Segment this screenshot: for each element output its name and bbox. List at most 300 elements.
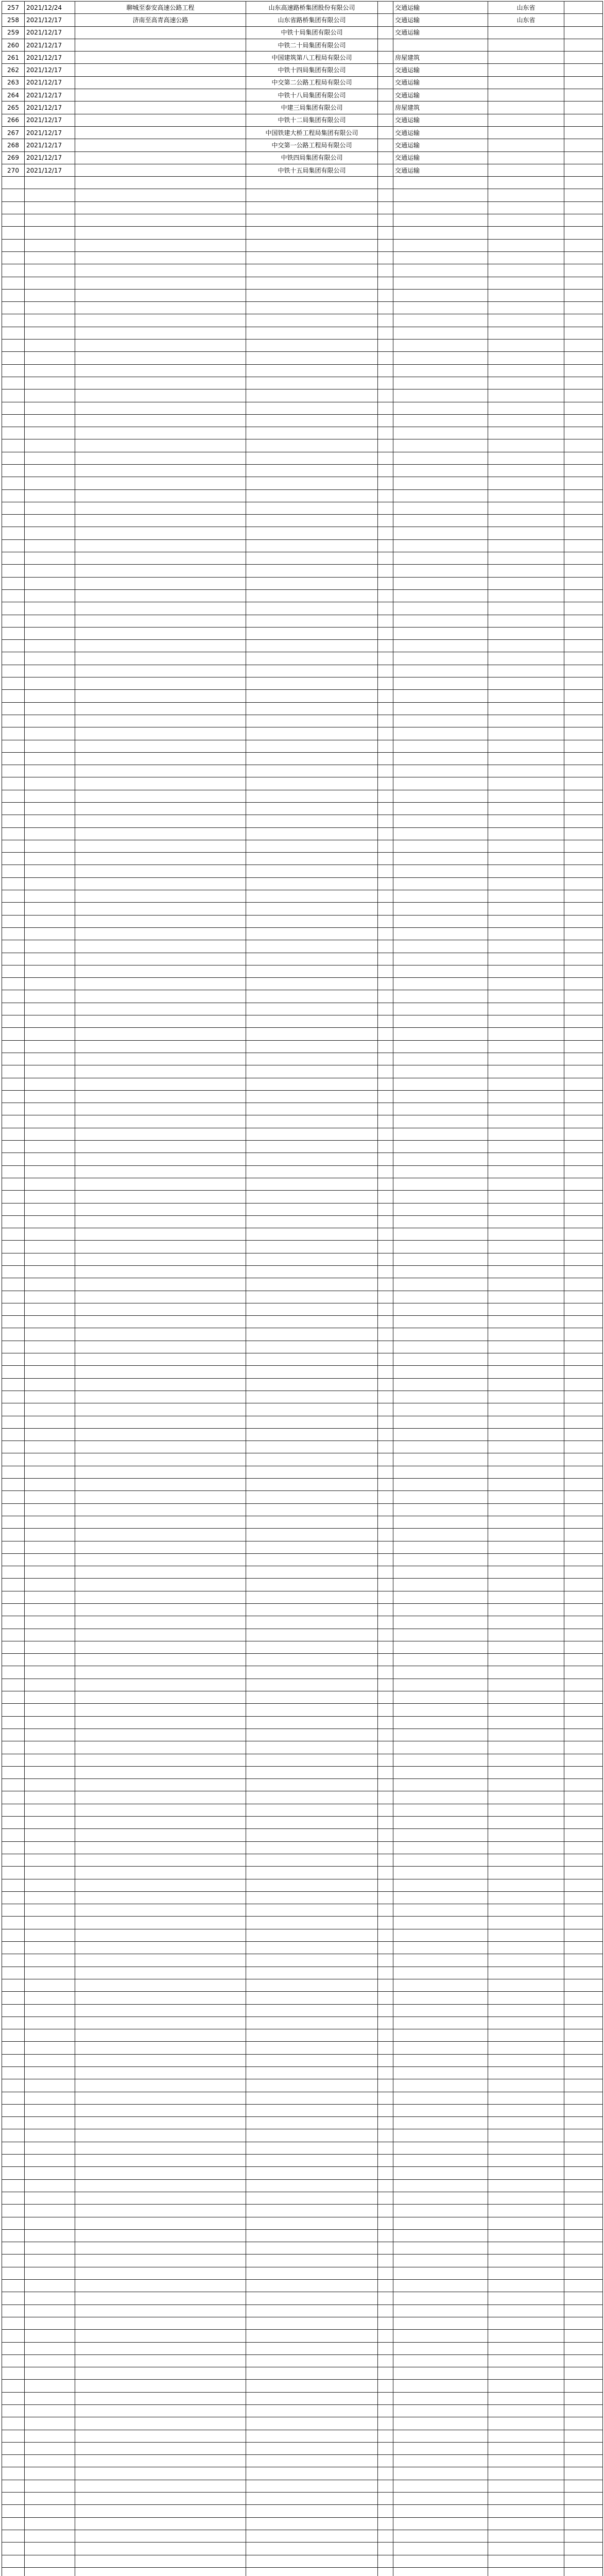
table-cell	[488, 2543, 564, 2555]
table-cell	[378, 151, 393, 164]
table-cell: 山东高速路桥集团股份有限公司	[246, 2, 378, 14]
table-cell	[393, 1428, 488, 1440]
table-cell	[564, 2567, 603, 2576]
table-row	[2, 1191, 603, 1203]
table-cell	[75, 452, 246, 464]
table-row	[2, 827, 603, 840]
table-cell	[393, 1616, 488, 1629]
table-cell	[393, 2192, 488, 2204]
table-cell	[25, 1328, 75, 1341]
table-cell	[75, 2405, 246, 2417]
table-cell	[564, 2167, 603, 2179]
table-cell	[246, 1553, 378, 1566]
table-cell	[75, 1879, 246, 1891]
table-cell	[393, 2016, 488, 2029]
table-cell	[25, 2530, 75, 2542]
table-cell	[378, 64, 393, 76]
table-cell	[25, 715, 75, 727]
table-cell	[564, 2066, 603, 2079]
table-cell	[246, 302, 378, 314]
table-cell	[378, 877, 393, 890]
table-cell	[25, 1090, 75, 1103]
table-cell	[393, 1278, 488, 1291]
table-cell	[393, 627, 488, 639]
table-cell	[488, 1178, 564, 1190]
table-cell	[75, 677, 246, 690]
table-cell	[393, 765, 488, 777]
table-cell	[564, 865, 603, 877]
table-cell	[564, 602, 603, 615]
table-cell: 中铁十八局集团有限公司	[246, 89, 378, 101]
table-cell	[488, 2505, 564, 2517]
table-cell	[246, 364, 378, 377]
table-cell	[393, 2493, 488, 2505]
table-cell	[378, 1904, 393, 1917]
table-cell	[488, 277, 564, 289]
table-row	[2, 2267, 603, 2279]
table-row	[2, 2242, 603, 2255]
table-cell	[488, 151, 564, 164]
table-cell	[564, 1566, 603, 1579]
table-row	[2, 1479, 603, 1491]
table-cell	[25, 1891, 75, 1904]
table-cell	[2, 177, 25, 189]
table-cell	[246, 452, 378, 464]
table-cell	[2, 840, 25, 852]
table-cell	[246, 1917, 378, 1929]
table-cell	[393, 1178, 488, 1190]
table-cell	[2, 2229, 25, 2242]
table-cell	[488, 627, 564, 639]
table-cell	[75, 1641, 246, 1653]
table-cell	[2, 2280, 25, 2292]
table-cell	[393, 853, 488, 865]
table-cell	[2, 1604, 25, 1616]
table-cell	[488, 790, 564, 802]
table-cell	[393, 1629, 488, 1641]
table-cell	[488, 1153, 564, 1165]
table-cell	[75, 915, 246, 927]
table-cell	[75, 1666, 246, 1679]
table-cell	[2, 1854, 25, 1866]
table-cell	[75, 2480, 246, 2492]
table-cell	[488, 2242, 564, 2255]
table-cell	[246, 1904, 378, 1917]
table-row	[2, 76, 603, 89]
table-cell	[75, 1303, 246, 1315]
table-cell	[2, 2242, 25, 2255]
table-cell	[488, 289, 564, 301]
table-cell: 2021/12/17	[25, 114, 75, 126]
table-cell	[246, 2543, 378, 2555]
table-cell	[246, 2292, 378, 2304]
table-cell	[75, 2155, 246, 2167]
table-cell	[75, 114, 246, 126]
table-cell	[378, 2354, 393, 2367]
table-cell: 2021/12/17	[25, 14, 75, 26]
table-cell	[25, 853, 75, 865]
table-cell	[2, 2392, 25, 2404]
table-cell	[246, 2004, 378, 2016]
table-cell	[564, 1353, 603, 1366]
table-row	[2, 2543, 603, 2555]
table-cell	[25, 1115, 75, 1128]
table-cell	[75, 2217, 246, 2229]
table-cell	[25, 877, 75, 890]
table-row	[2, 640, 603, 652]
table-cell	[488, 927, 564, 940]
table-cell	[2, 727, 25, 740]
table-cell	[25, 2493, 75, 2505]
table-cell	[75, 1704, 246, 1716]
table-cell	[246, 2467, 378, 2480]
table-cell	[488, 2467, 564, 2480]
table-cell	[246, 464, 378, 477]
table-cell	[246, 1728, 378, 1741]
table-row	[2, 1040, 603, 1053]
table-cell	[25, 1791, 75, 1804]
table-cell	[378, 1967, 393, 1979]
table-cell	[2, 477, 25, 489]
table-cell	[246, 877, 378, 890]
table-cell	[75, 1904, 246, 1917]
table-cell	[25, 777, 75, 790]
table-cell	[564, 164, 603, 176]
table-cell	[378, 2229, 393, 2242]
table-cell	[75, 1929, 246, 1941]
table-cell	[246, 2066, 378, 2079]
table-cell	[246, 189, 378, 201]
table-cell	[246, 2505, 378, 2517]
table-cell	[246, 615, 378, 627]
table-cell	[25, 452, 75, 464]
table-cell	[75, 1165, 246, 1178]
table-cell	[488, 2142, 564, 2154]
table-cell: 山东省路桥集团有限公司	[246, 14, 378, 26]
table-cell: 交通运输	[393, 14, 488, 26]
table-cell	[378, 2079, 393, 2092]
table-cell	[2, 464, 25, 477]
table-cell	[75, 1728, 246, 1741]
table-cell	[75, 2042, 246, 2054]
table-cell	[25, 2255, 75, 2267]
table-cell	[393, 201, 488, 214]
table-row	[2, 1728, 603, 1741]
table-cell	[393, 2129, 488, 2142]
table-cell	[378, 2330, 393, 2342]
table-cell	[25, 790, 75, 802]
table-cell	[75, 1028, 246, 1040]
table-cell	[393, 1817, 488, 1829]
table-cell	[488, 2442, 564, 2454]
table-row	[2, 2517, 603, 2530]
table-row	[2, 414, 603, 427]
table-cell	[564, 2417, 603, 2430]
table-cell	[488, 2405, 564, 2417]
table-row	[2, 940, 603, 953]
table-cell	[246, 1316, 378, 1328]
table-row	[2, 1766, 603, 1778]
table-cell	[393, 1040, 488, 1053]
table-cell	[378, 2392, 393, 2404]
table-cell	[75, 2555, 246, 2567]
table-cell	[246, 1028, 378, 1040]
table-cell: 房屋建筑	[393, 52, 488, 64]
table-cell	[75, 1491, 246, 1503]
table-cell	[378, 1829, 393, 1841]
table-cell	[378, 1553, 393, 1566]
table-cell	[246, 815, 378, 827]
table-cell	[488, 2417, 564, 2430]
table-cell	[246, 1466, 378, 1478]
table-cell	[488, 1303, 564, 1315]
table-cell	[378, 2430, 393, 2442]
table-cell	[488, 1028, 564, 1040]
table-cell	[246, 940, 378, 953]
table-cell	[75, 1065, 246, 1078]
table-cell	[564, 377, 603, 389]
table-cell	[25, 1378, 75, 1391]
table-row	[2, 227, 603, 239]
table-cell	[75, 2267, 246, 2279]
table-cell	[393, 327, 488, 339]
table-cell	[75, 652, 246, 665]
table-cell	[564, 14, 603, 26]
table-row	[2, 953, 603, 965]
table-cell	[564, 777, 603, 790]
table-cell	[75, 2392, 246, 2404]
table-cell	[378, 1867, 393, 1879]
table-row	[2, 389, 603, 402]
table-cell	[75, 2330, 246, 2342]
table-row	[2, 615, 603, 627]
table-cell	[75, 740, 246, 752]
table-cell	[488, 2104, 564, 2116]
table-cell	[378, 1804, 393, 1816]
table-cell	[25, 1341, 75, 1353]
table-cell	[378, 227, 393, 239]
table-cell	[2, 2354, 25, 2367]
table-cell	[378, 827, 393, 840]
table-cell	[488, 1441, 564, 1453]
table-cell	[393, 1942, 488, 1954]
table-cell	[25, 2455, 75, 2467]
table-cell	[246, 1141, 378, 1153]
table-cell	[378, 589, 393, 602]
table-cell	[75, 101, 246, 114]
table-cell	[2, 552, 25, 565]
table-cell	[75, 1942, 246, 1954]
table-cell	[564, 1641, 603, 1653]
table-cell	[564, 2242, 603, 2255]
table-cell	[246, 277, 378, 289]
table-cell	[393, 314, 488, 327]
table-cell	[246, 2016, 378, 2029]
table-cell	[564, 1403, 603, 1416]
table-cell	[378, 2455, 393, 2467]
table-cell	[378, 2004, 393, 2016]
table-cell	[75, 414, 246, 427]
table-cell	[488, 1929, 564, 1941]
table-cell	[246, 2480, 378, 2492]
table-cell	[75, 352, 246, 364]
table-cell	[2, 2543, 25, 2555]
table-cell	[2, 2292, 25, 2304]
table-cell	[2, 2342, 25, 2354]
table-row	[2, 965, 603, 977]
table-cell	[564, 2, 603, 14]
table-cell	[378, 2129, 393, 2142]
table-cell	[246, 2029, 378, 2042]
table-cell	[246, 1328, 378, 1341]
table-cell	[378, 2179, 393, 2192]
table-cell	[25, 1992, 75, 2004]
table-cell	[75, 2567, 246, 2576]
table-cell	[393, 1065, 488, 1078]
table-cell	[378, 2117, 393, 2129]
table-cell	[393, 815, 488, 827]
table-cell	[246, 2117, 378, 2129]
table-cell	[2, 2142, 25, 2154]
table-cell	[75, 515, 246, 527]
table-cell	[2, 1003, 25, 1015]
table-cell	[75, 402, 246, 414]
table-row	[2, 1704, 603, 1716]
table-cell	[393, 2543, 488, 2555]
table-row	[2, 2354, 603, 2367]
table-cell	[564, 1115, 603, 1128]
table-cell	[2, 1328, 25, 1341]
table-cell	[246, 978, 378, 990]
table-cell	[75, 1917, 246, 1929]
table-cell	[393, 1891, 488, 1904]
table-cell	[564, 2405, 603, 2417]
table-cell: 中铁十二局集团有限公司	[246, 114, 378, 126]
table-cell	[564, 2455, 603, 2467]
table-cell	[378, 1679, 393, 1691]
table-cell	[75, 940, 246, 953]
table-cell	[2, 1691, 25, 1704]
table-row	[2, 427, 603, 439]
table-cell	[488, 314, 564, 327]
table-cell	[393, 2342, 488, 2354]
table-cell	[246, 489, 378, 502]
table-cell	[25, 1954, 75, 1967]
table-cell	[75, 177, 246, 189]
table-row	[2, 1604, 603, 1616]
table-cell	[393, 1854, 488, 1866]
table-cell	[393, 1028, 488, 1040]
table-cell	[246, 1616, 378, 1629]
table-row	[2, 2029, 603, 2042]
table-cell	[488, 302, 564, 314]
table-cell	[393, 877, 488, 890]
table-cell	[564, 890, 603, 903]
table-row	[2, 2092, 603, 2104]
table-cell	[393, 1466, 488, 1478]
table-row	[2, 101, 603, 114]
table-cell	[25, 2217, 75, 2229]
table-cell	[2, 1917, 25, 1929]
table-cell	[488, 1804, 564, 1816]
table-cell	[246, 1078, 378, 1090]
table-cell	[564, 2430, 603, 2442]
table-cell	[378, 627, 393, 639]
table-cell	[488, 477, 564, 489]
table-cell	[488, 239, 564, 251]
table-cell	[25, 665, 75, 677]
table-cell	[246, 2317, 378, 2329]
table-cell	[564, 2342, 603, 2354]
table-cell	[2, 965, 25, 977]
table-cell	[488, 439, 564, 452]
table-cell	[378, 1428, 393, 1440]
table-cell	[2, 1841, 25, 1854]
table-cell	[378, 1741, 393, 1754]
table-cell	[25, 1153, 75, 1165]
table-cell	[25, 577, 75, 589]
table-cell	[488, 1003, 564, 1015]
table-row	[2, 515, 603, 527]
table-cell	[393, 189, 488, 201]
table-cell	[564, 1128, 603, 1140]
table-cell	[246, 340, 378, 352]
table-cell	[564, 1228, 603, 1241]
table-cell	[246, 2330, 378, 2342]
table-cell	[488, 114, 564, 126]
table-cell	[2, 1666, 25, 1679]
table-cell	[75, 1867, 246, 1879]
table-cell	[393, 502, 488, 514]
table-cell	[564, 1929, 603, 1941]
table-cell	[378, 1479, 393, 1491]
table-cell	[246, 1303, 378, 1315]
table-cell	[393, 1153, 488, 1165]
table-cell	[393, 1341, 488, 1353]
table-cell	[564, 1741, 603, 1754]
table-row	[2, 1942, 603, 1954]
table-row	[2, 1591, 603, 1603]
table-cell	[564, 2367, 603, 2380]
table-cell	[378, 1854, 393, 1866]
table-cell	[25, 539, 75, 552]
table-cell	[2, 2129, 25, 2142]
table-cell	[2, 1529, 25, 1541]
table-cell	[25, 1766, 75, 1778]
table-cell	[393, 1253, 488, 1265]
table-cell	[246, 927, 378, 940]
table-cell: 258	[2, 14, 25, 26]
table-cell	[564, 1629, 603, 1641]
table-row	[2, 527, 603, 539]
table-cell	[488, 1967, 564, 1979]
table-row	[2, 89, 603, 101]
table-cell	[378, 2016, 393, 2029]
table-row	[2, 1316, 603, 1328]
table-cell	[2, 589, 25, 602]
table-cell	[246, 1992, 378, 2004]
table-cell	[378, 640, 393, 652]
table-cell	[564, 965, 603, 977]
table-cell	[393, 1641, 488, 1653]
table-row	[2, 877, 603, 890]
table-cell	[75, 1679, 246, 1691]
table-cell	[378, 1228, 393, 1241]
table-cell	[488, 740, 564, 752]
table-row	[2, 539, 603, 552]
table-cell	[75, 2505, 246, 2517]
table-row	[2, 2192, 603, 2204]
